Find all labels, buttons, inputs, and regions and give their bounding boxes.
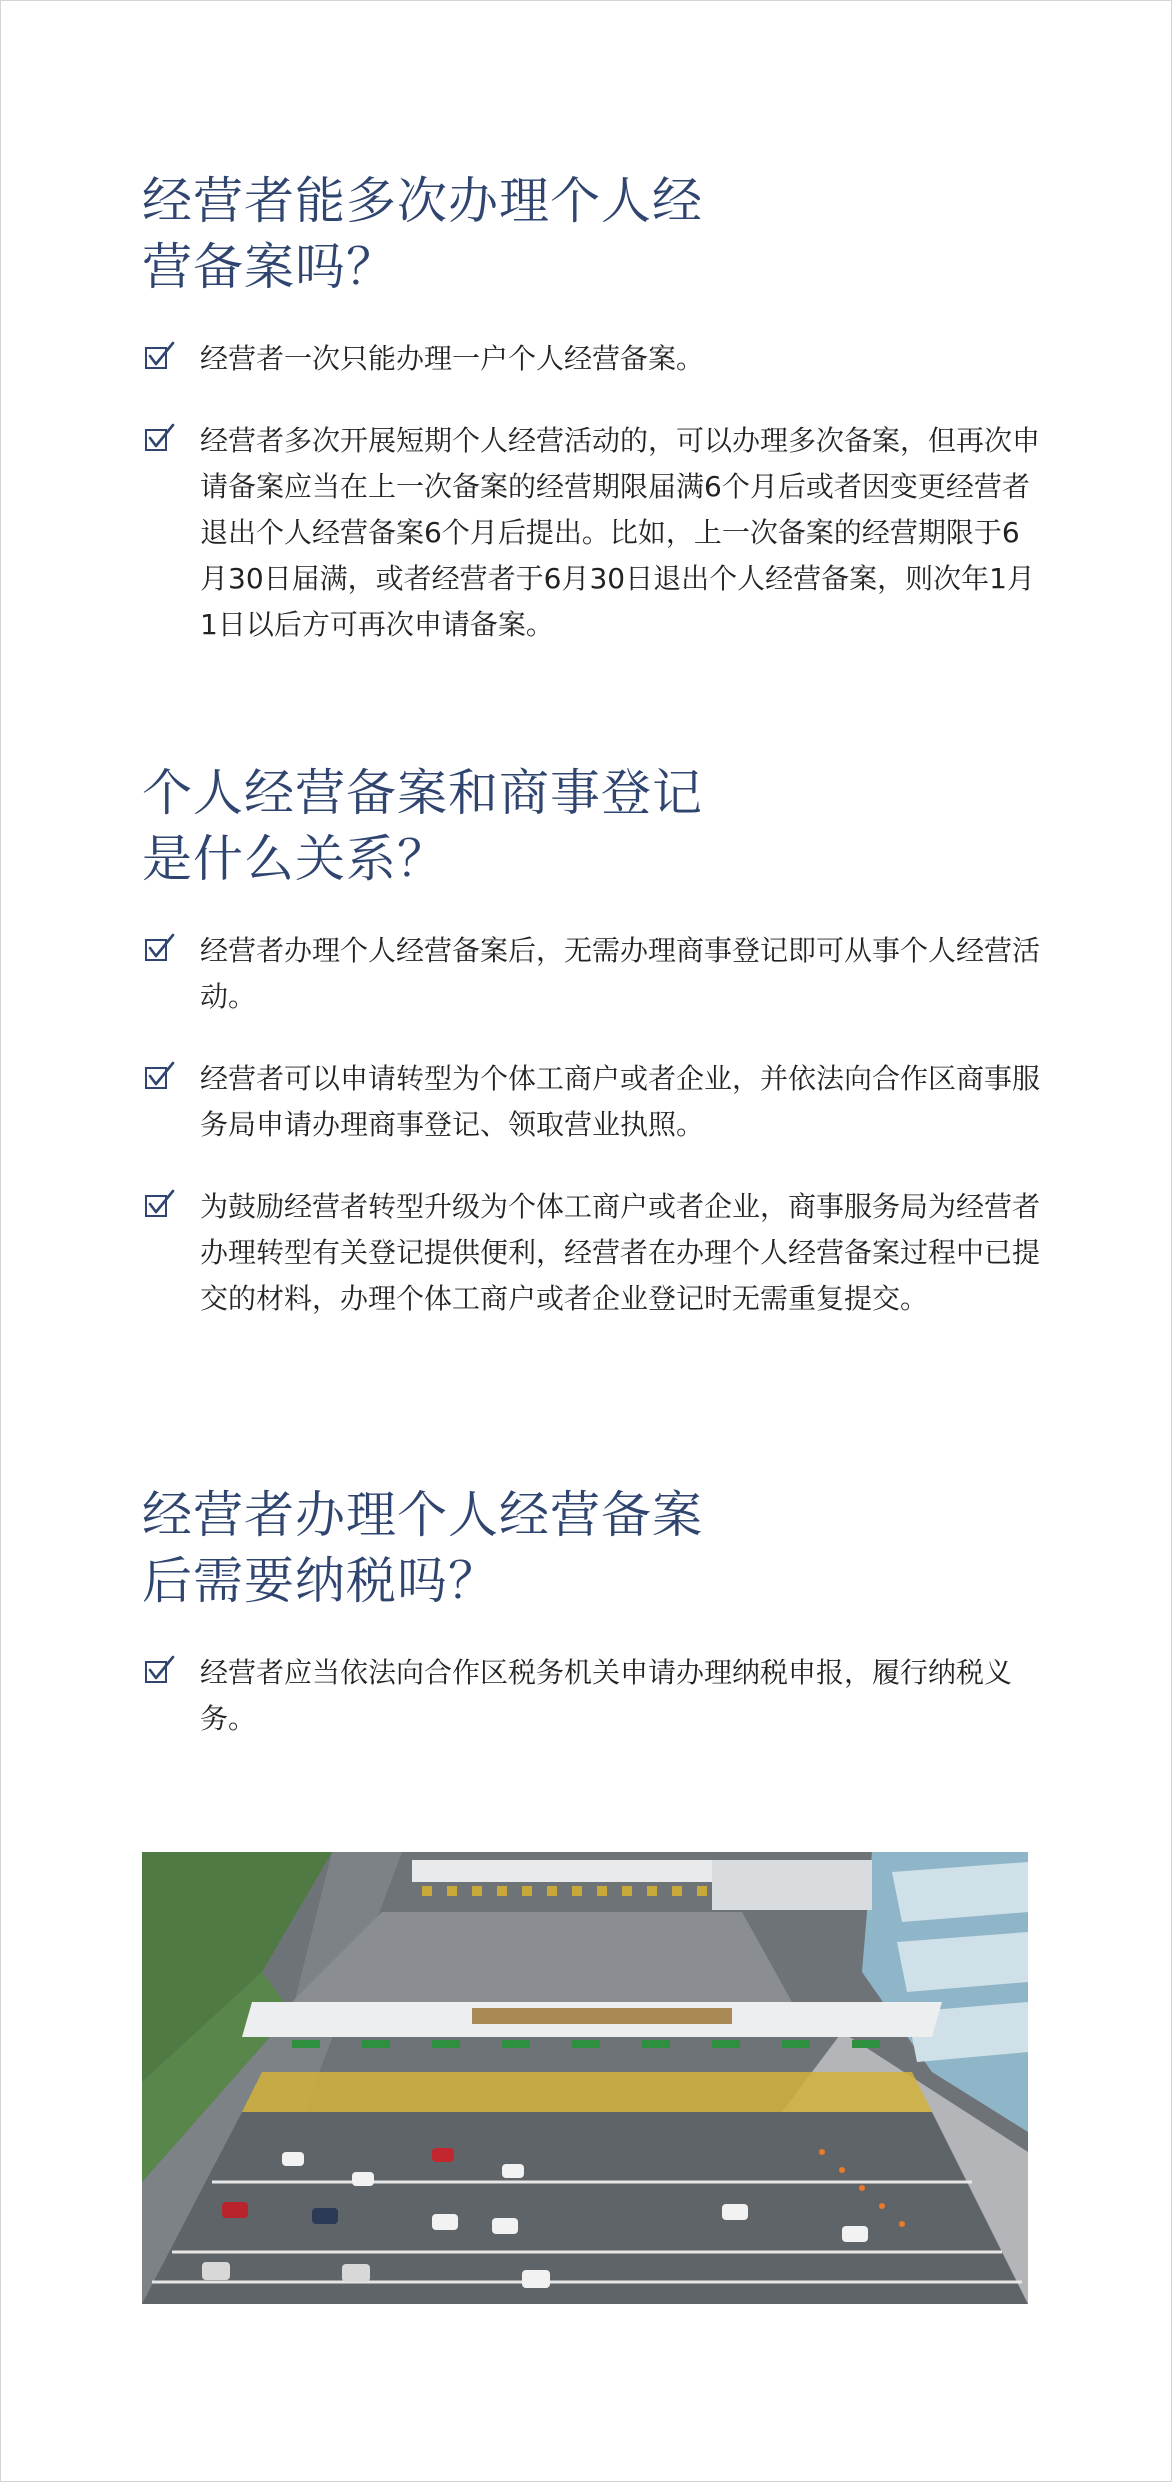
checkbox-checked-icon (144, 1654, 176, 1686)
section-title: 个人经营备案和商事登记 是什么关系？ (142, 764, 703, 888)
item-text: 经营者一次只能办理一户个人经营备案。 (200, 342, 705, 375)
checkbox-checked-icon (144, 340, 176, 372)
list-item (142, 928, 1042, 1020)
item-list (142, 928, 1042, 1322)
item-list (142, 1650, 1042, 1742)
section-title: 经营者能多次办理个人经 营备案吗？ (142, 172, 703, 296)
item-text: 经营者多次开展短期个人经营活动的，可以办理多次备案，但再次申请备案应当在上一次备案的经营期限届满6个月后或者因变更经营者退出个人经营备案6个月后提出。比如，上一次备案的经营期限于6月30日届满，或者经营者于6月30日退出个人经营备案，则次年1月1日以后方可再次申请备案。 (200, 424, 1041, 641)
list-item (142, 1184, 1042, 1322)
faq-section-multiple-filings (142, 168, 1042, 648)
checkbox-checked-icon (144, 1060, 176, 1092)
checkbox-checked-icon (144, 422, 176, 454)
list-item (142, 336, 1042, 382)
list-item (142, 1056, 1042, 1148)
checkbox-checked-icon (144, 932, 176, 964)
section-title: 经营者办理个人经营备案 后需要纳税吗？ (142, 1486, 703, 1610)
port-toll-plaza-photo (142, 1852, 1028, 2304)
list-item (142, 1650, 1042, 1742)
faq-section-commercial-registration (142, 760, 1042, 1322)
photo-illustration (142, 1852, 1028, 2304)
item-list (142, 336, 1042, 648)
item-text: 经营者可以申请转型为个体工商户或者企业，并依法向合作区商事服务局申请办理商事登记、领取营业执照。 (200, 1062, 1041, 1141)
item-text: 经营者办理个人经营备案后，无需办理商事登记即可从事个人经营活动。 (200, 934, 1041, 1013)
item-text: 为鼓励经营者转型升级为个体工商户或者企业，商事服务局为经营者办理转型有关登记提供便利，经营者在办理个人经营备案过程中已提交的材料，办理个体工商户或者企业登记时无需重复提交。 (200, 1190, 1041, 1315)
list-item (142, 418, 1042, 648)
checkbox-checked-icon (144, 1188, 176, 1220)
faq-section-tax (142, 1482, 1042, 1742)
item-text: 经营者应当依法向合作区税务机关申请办理纳税申报，履行纳税义务。 (200, 1656, 1013, 1735)
